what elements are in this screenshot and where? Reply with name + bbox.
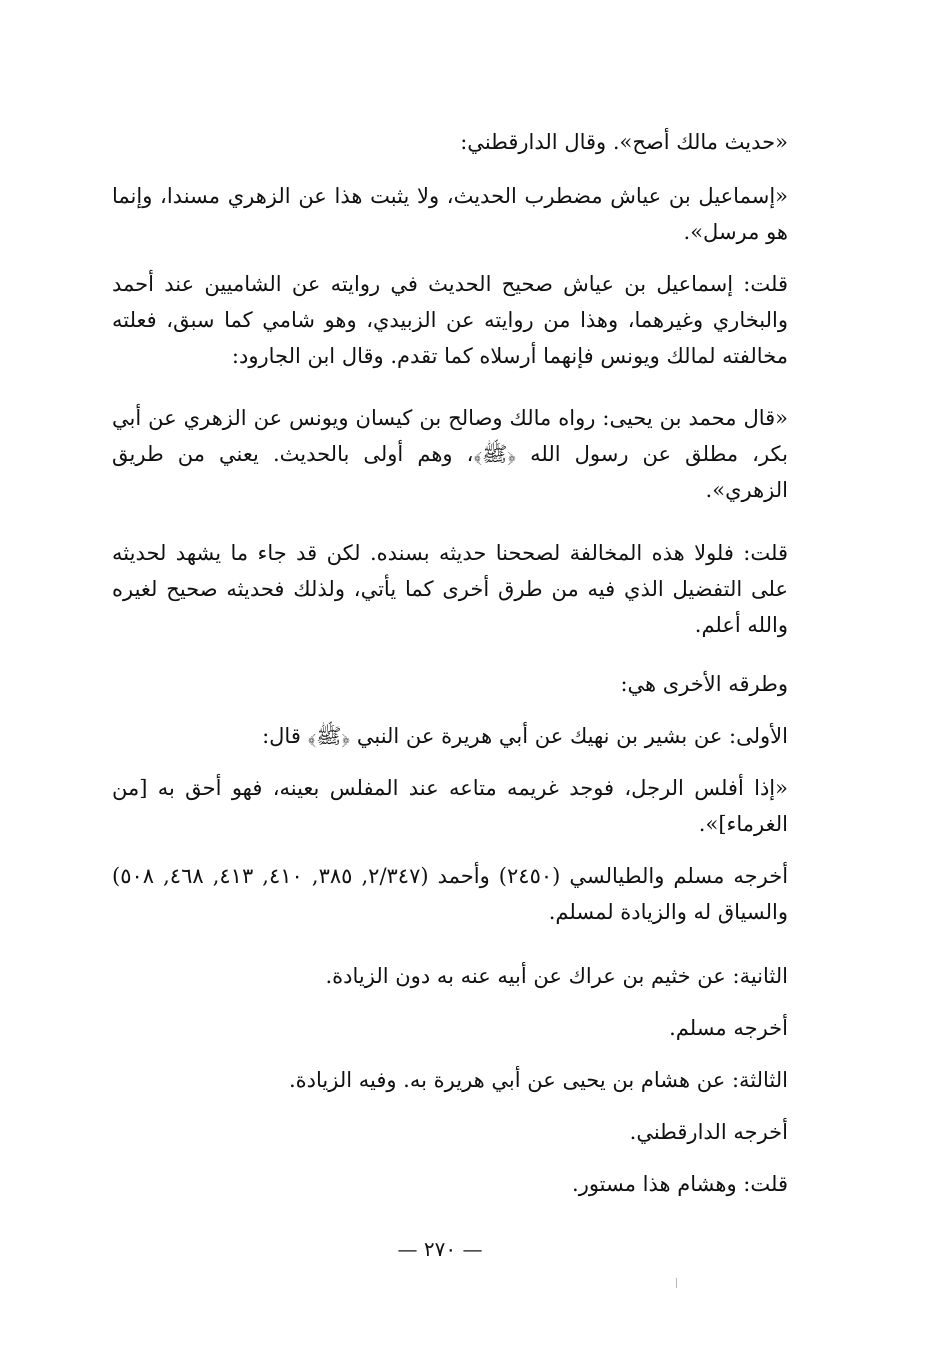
paragraph-4: «قال محمد بن يحيى: رواه مالك وصالح بن كيسان ويونس عن الزهري عن أبي بكر، مطلق عن رسول الله ﴿ﷺ﴾، وهم أولى بالحديث. يعني من طريق الزهري». [112, 406, 788, 502]
paragraph-10: الثانية: عن خثيم بن عراك عن أبيه عنه به دون الزيادة. [325, 964, 788, 988]
paragraph-1: «حديث مالك أصح». وقال الدارقطني: [460, 130, 788, 154]
scan-mark [676, 1278, 677, 1288]
paragraph-11: أخرجه مسلم. [669, 1016, 788, 1040]
paragraph-13: أخرجه الدارقطني. [629, 1120, 788, 1144]
paragraph-2: «إسماعيل بن عياش مضطرب الحديث، ولا يثبت هذا عن الزهري مسندا، وإنما هو مرسل». [112, 184, 789, 244]
paragraph-9: أخرجه مسلم والطيالسي (٢٤٥٠) وأحمد (٢/٣٤٧, ٣٨٥, ٤١٠, ٤١٣, ٤٦٨, ٥٠٨) والسياق له والزيادة لمسلم. [112, 864, 789, 924]
page-number: — ٢٧٠ — [397, 1237, 483, 1261]
paragraph-6: وطرقه الأخرى هي: [620, 672, 788, 696]
paragraph-3: قلت: إسماعيل بن عياش صحيح الحديث في روايته عن الشاميين عند أحمد والبخاري وغيرهما، وهذا من روايته عن الزبيدي، وهو شامي كما سبق، فعلته مخالفته لمالك ويونس فإنهما أرسلاه كما تقدم. وقال ابن الجارود: [112, 272, 788, 368]
paragraph-8: «إذا أفلس الرجل، فوجد غريمه متاعه عند المفلس بعينه، فهو أحق به [من الغرماء]». [112, 776, 788, 836]
paragraph-5: قلت: فلولا هذه المخالفة لصححنا حديثه بسنده. لكن قد جاء ما يشهد لحديثه على التفضيل الذي فيه من طرق أخرى كما يأتي، ولذلك فحديثه صحيح لغيره والله أعلم. [112, 541, 788, 637]
paragraph-14: قلت: وهشام هذا مستور. [572, 1172, 788, 1196]
paragraph-12: الثالثة: عن هشام بن يحيى عن أبي هريرة به. وفيه الزيادة. [288, 1068, 788, 1092]
paragraph-7: الأولى: عن بشير بن نهيك عن أبي هريرة عن النبي ﴿ﷺ﴾ قال: [262, 724, 788, 748]
